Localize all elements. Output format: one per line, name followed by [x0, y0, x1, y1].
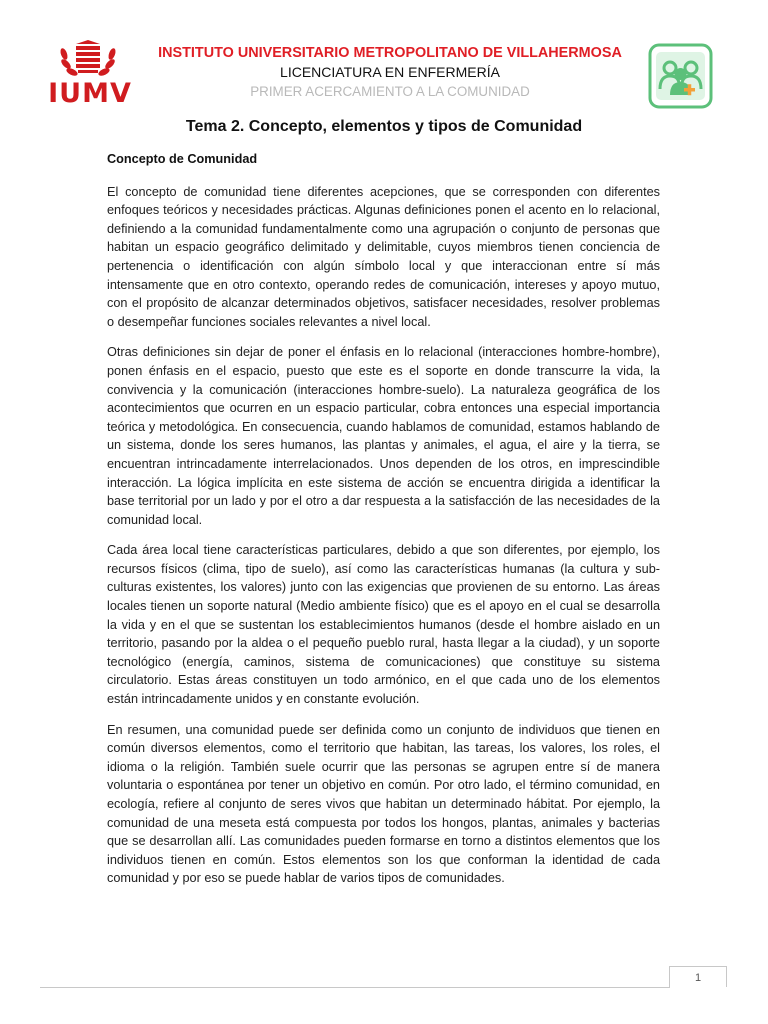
paragraph: El concepto de comunidad tiene diferentes acepciones, que se corresponden con diferentes enfoques teóricos y necesidades prácticas. Algunas definiciones ponen el acento en lo relacional, definiendo a la comunidad fundamentalmente como una agrupación o conjunto de personas que habitan un espacio geográfico delimitado y delimitable, cuyos miembros tienen conciencia de pertenencia o identificación con algún símbolo local y que interaccionan entre sí más intensamente que en otro contexto, operando redes de comunicación, intereses y apoyo mutuo, con el propósito de alcanzar determinados objetivos, satisfacer necesidades, resolver problemas o desempeñar funciones sociales relevantes a nivel local.	[107, 184, 660, 329]
iumv-logo	[40, 40, 136, 109]
document-body	[107, 148, 660, 900]
document-header	[150, 44, 630, 102]
paragraph: Otras definiciones sin dejar de poner el énfasis en lo relacional (interacciones hombre-hombre), ponen énfasis en el espacio, puesto que este es el soporte en donde transcurre la vida, la convivencia y la comunicación (interacciones hombre-suelo). La naturaleza geográfica de los acontecimientos que ocurren en un espacio particular, cobra entonces una especial importancia teórica y metodológica. En consecuencia, cuando hablamos de comunidad, estamos hablando de un sistema, donde los seres humanos, las plantas y animales, el agua, el aire y la tierra, se encuentran intrincadamente interrelacionados. Unos dependen de los otros, en imprescindible interacción. La lógica implícita en este sistema de acción se encuentra dirigida a identificar la base territorial por un lado y por el otro a dar respuesta a la satisfacción de las necesidades de la comunidad local.	[107, 345, 660, 527]
page-number: 1	[669, 966, 727, 987]
logo-wordmark: IUMV	[48, 78, 132, 109]
section-heading: Concepto de Comunidad	[107, 152, 258, 166]
paragraph: En resumen, una comunidad puede ser definida como un conjunto de individuos que tienen en común diversos elementos, como el territorio que habitan, las tareas, los valores, los roles, el idioma o la religión. También suele ocurrir que las personas se agrupen entre sí de manera voluntaria o espontánea por tener un objetivo en común. Por otro lado, el término comunidad, en ecología, refiere al conjunto de seres vivos que habitan un determinado hábitat. Por ejemplo, la comunidad de una meseta está compuesta por todos los hongos, plantas, animales y bacterias que se desarrollan allí. Las comunidades pueden formarse en torno a distintos elementos que los individuos tienen en común. Estos elementos son los que conforman la identidad de cada comunidad y por eso se puede hablar de varios tipos de comunidades.	[107, 722, 660, 886]
community-icon	[648, 43, 713, 109]
paragraph: Cada área local tiene características particulares, debido a que son diferentes, por ejemplo, los recursos físicos (clima, tipo de suelo), así como las características humanas (la cultura y sub-culturas existentes, los valores) junto con las exigencias que provienen de su entorno. Las áreas locales tienen un soporte natural (Medio ambiente físico) que es el apoyo en el cual se desarrolla la vida y en el que se sustentan los establecimientos humanos (desde el hombre aislado en un territorio, pasando por la aldea o el pequeño pueblo rural, hasta llegar a la ciudad), y un soporte tecnológico (energía, caminos, sistema de comunicaciones) que constituye su sistema circulatorio. Estas áreas constituyen un todo armónico, en el que cada uno de los elementos están intrincadamente unidos y en constante evolución.	[107, 543, 660, 707]
career-name: LICENCIATURA EN ENFERMERÍA	[280, 64, 500, 80]
document-title: Tema 2. Concepto, elementos y tipos de Comunidad	[185, 118, 583, 135]
course-topic: PRIMER ACERCAMIENTO A LA COMUNIDAD	[250, 84, 530, 99]
institution-name: INSTITUTO UNIVERSITARIO METROPOLITANO DE VILLAHERMOSA	[158, 45, 622, 61]
footer-divider	[40, 987, 670, 988]
